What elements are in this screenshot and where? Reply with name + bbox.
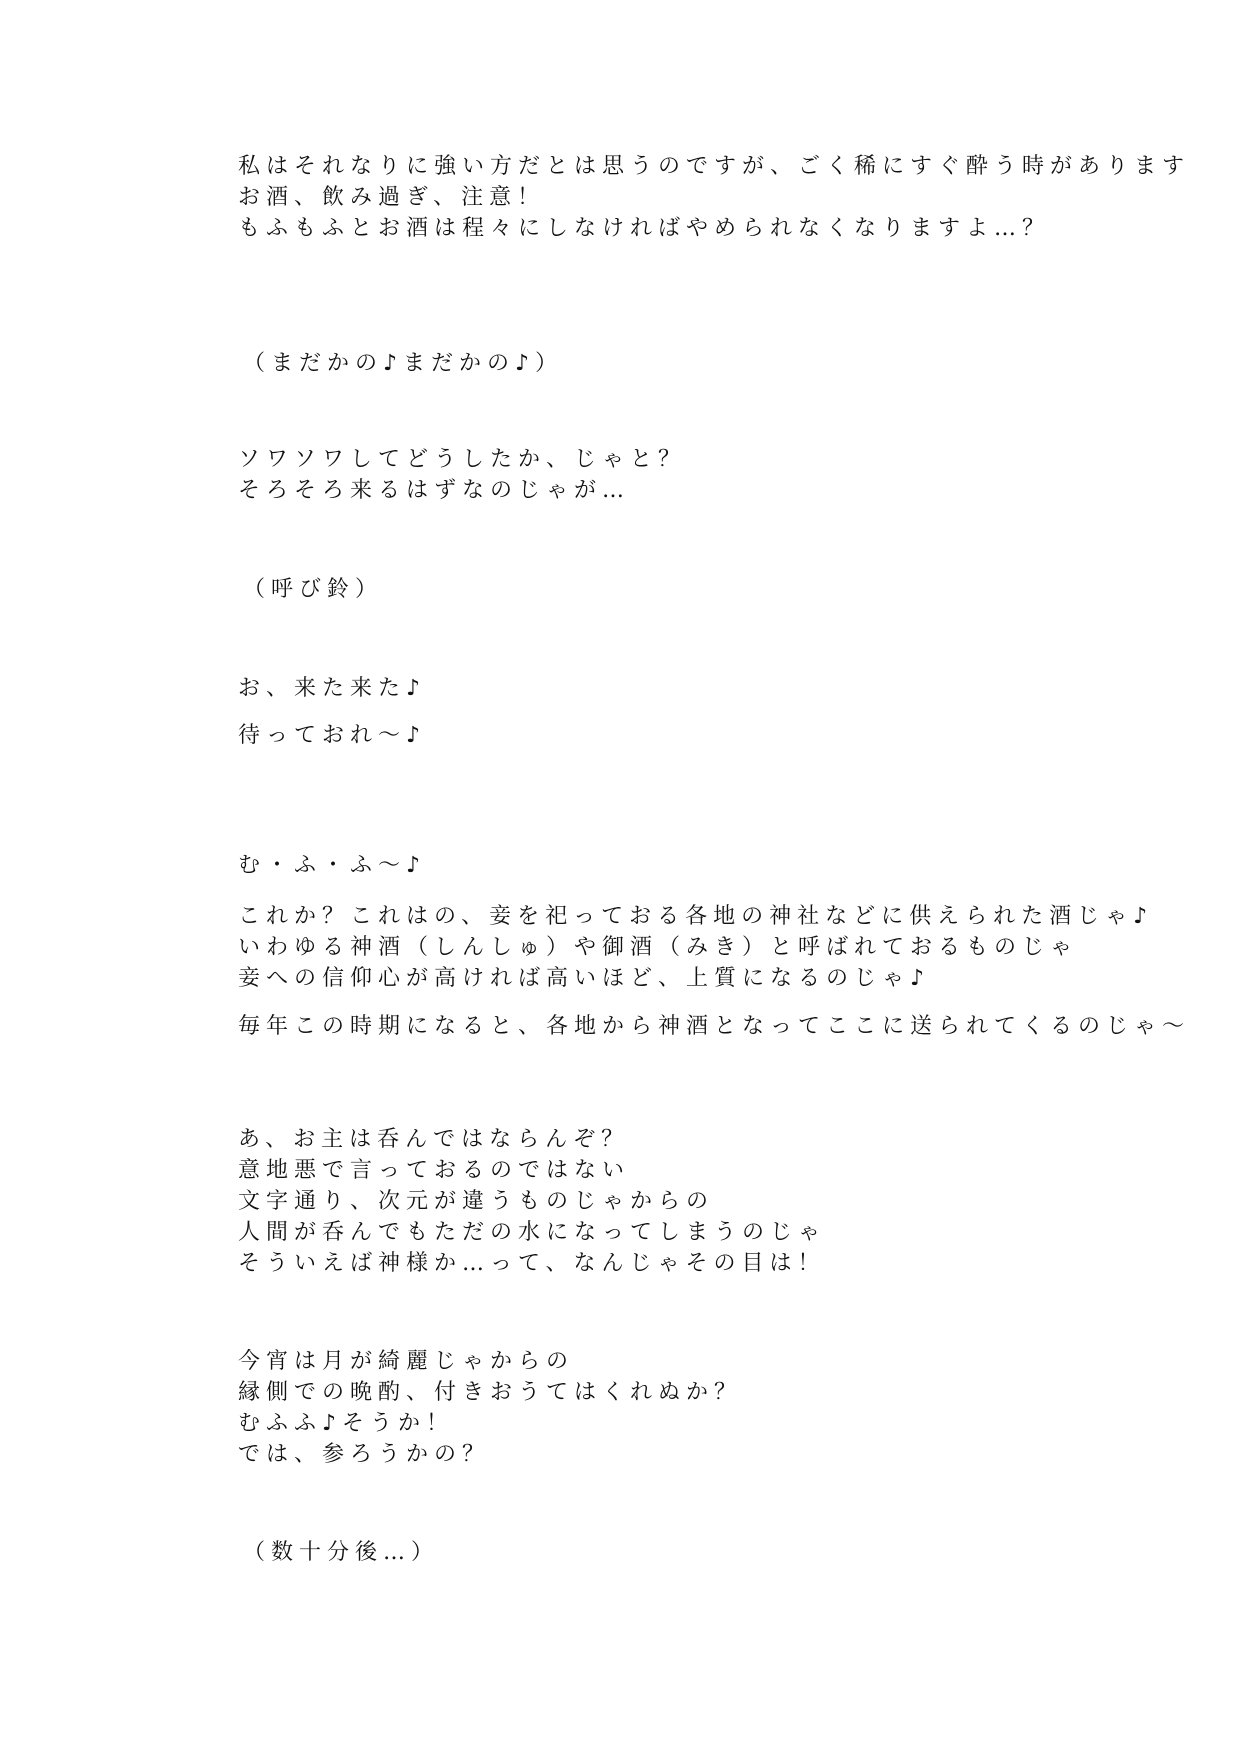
text-line: 意地悪で言っておるのではない [238,1158,631,1183]
text-line: 縁側での晩酌、付きおうてはくれぬか？ [238,1380,743,1405]
text-line: そういえば神様か…って、なんじゃその目は！ [238,1251,826,1276]
text-line: そろそろ来るはずなのじゃが… [238,478,631,503]
text-line: 待っておれ〜♪ [238,723,427,748]
text-line: 毎年この時期になると、各地から神酒となってここに送られてくるのじゃ〜 [238,1014,1191,1039]
text-line: では、参ろうかの？ [238,1442,491,1467]
text-line: お酒、飲み過ぎ、注意！ [238,185,546,210]
text-line: む・ふ・ふ〜♪ [238,853,427,878]
stage-direction: （数十分後…） [243,1540,440,1565]
text-line: 私はそれなりに強い方だとは思うのですが、ごく稀にすぐ酔う時があります [238,154,1191,179]
text-line: 人間が呑んでもただの水になってしまうのじゃ [238,1220,827,1245]
stage-direction: （まだかの♪まだかの♪） [243,351,564,376]
text-line: これか？これはの、妾を祀っておる各地の神社などに供えられた酒じゃ♪ [238,904,1154,929]
text-line: むふふ♪そうか！ [238,1411,455,1436]
text-line: いわゆる神酒（しんしゅ）や御酒（みき）と呼ばれておるものじゃ [238,935,1079,960]
text-line: ソワソワしてどうしたか、じゃと？ [238,447,687,472]
stage-direction: （呼び鈴） [243,577,384,602]
text-line: お、来た来た♪ [238,676,427,701]
text-line: もふもふとお酒は程々にしなければやめられなくなりますよ…？ [238,216,1051,241]
text-line: 妾への信仰心が高ければ高いほど、上質になるのじゃ♪ [238,966,931,991]
text-line: あ、お主は呑んではならんぞ？ [238,1127,630,1152]
text-line: 今宵は月が綺麗じゃからの [238,1349,575,1374]
text-line: 文字通り、次元が違うものじゃからの [238,1189,715,1214]
